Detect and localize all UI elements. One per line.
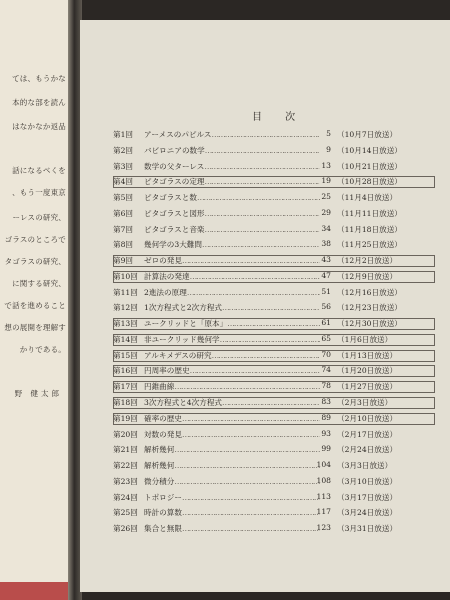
table-of-contents [113,129,435,539]
toc-broadcast-date: （2月24日放送） [337,445,398,455]
toc-row [113,444,435,460]
toc-broadcast-date: （12月9日放送） [337,271,398,281]
toc-row [113,381,435,397]
toc-episode-title: 対数の発見 …………………………………………………………………………………………………………… [144,429,320,440]
toc-page-number: 104 [316,460,331,470]
toc-episode-title: 1次方程式と2次方程式 …………………………………………………………………………………………………………… [144,302,320,313]
toc-episode-number: 第11回 [113,287,138,297]
toc-episode-title: ゼロの発見 …………………………………………………………………………………………………………… [144,255,320,266]
toc-episode-title: 非ユークリッド幾何学 …………………………………………………………………………………………………………… [144,334,320,345]
toc-episode-title: 数学の父ターレス …………………………………………………………………………………………………………… [144,161,320,172]
toc-page-number: 117 [316,507,331,517]
toc-episode-title: 集合と無限 …………………………………………………………………………………………………………… [144,523,320,534]
toc-broadcast-date: （1月13日放送） [337,350,398,360]
toc-row [113,476,435,492]
toc-episode-title: 微分積分 …………………………………………………………………………………………………………… [144,476,320,487]
left-page-line: に関する研究、 [12,279,66,288]
toc-page-number: 25 [321,192,331,202]
left-page-line: ては、もうかな [12,74,66,83]
toc-page-number: 123 [316,523,331,533]
toc-broadcast-date: （12月30日放送） [337,319,402,329]
left-page-line: で話を進めること [4,301,66,310]
toc-episode-title: 円周率の歴史 …………………………………………………………………………………………………………… [144,365,320,376]
toc-row [113,192,435,208]
toc-episode-number: 第22回 [113,461,138,471]
toc-episode-number: 第21回 [113,445,138,455]
toc-row [113,429,435,445]
toc-episode-title: ユークリッドと「原本」 …………………………………………………………………………………………………………… [144,318,320,329]
toc-episode-number: 第24回 [113,492,138,502]
toc-episode-title: 3次方程式と4次方程式 …………………………………………………………………………………………………………… [144,397,320,408]
toc-broadcast-date: （1月27日放送） [337,382,398,392]
toc-episode-number: 第12回 [113,303,138,313]
toc-episode-number: 第9回 [113,256,134,266]
toc-episode-title: 解析幾何 …………………………………………………………………………………………………………… [144,444,320,455]
toc-page-number: 74 [321,365,331,375]
toc-page-number: 99 [321,444,331,454]
toc-broadcast-date: （10月21日放送） [337,161,402,171]
toc-page-number: 38 [321,239,331,249]
toc-row [113,224,435,240]
toc-episode-number: 第1回 [113,130,134,139]
toc-page-number: 65 [321,333,331,343]
toc-row [113,492,435,508]
toc-broadcast-date: （11月11日放送） [337,208,402,218]
toc-episode-title: 時計の算数 …………………………………………………………………………………………………………… [144,507,320,518]
toc-row [113,397,435,413]
toc-episode-number: 第25回 [113,508,138,518]
toc-broadcast-date: （10月7日放送） [337,130,398,139]
toc-row [113,271,435,287]
toc-broadcast-date: （12月2日放送） [337,256,398,266]
left-page [0,0,70,584]
toc-broadcast-date: （3月24日放送） [337,508,398,518]
author-name: 野 健太郎 [14,389,62,398]
toc-broadcast-date: （3月17日放送） [337,492,398,502]
toc-episode-number: 第19回 [113,413,138,423]
toc-page-number: 9 [326,144,331,154]
toc-episode-number: 第6回 [113,208,134,218]
toc-episode-number: 第5回 [113,193,134,203]
toc-row [113,287,435,303]
toc-page-number: 47 [321,270,331,280]
toc-row [113,239,435,255]
toc-episode-title: アルキメデスの研究 …………………………………………………………………………………………………………… [144,350,320,361]
toc-episode-number: 第8回 [113,240,134,250]
toc-broadcast-date: （10月14日放送） [337,145,402,155]
toc-row [113,255,435,271]
toc-broadcast-date: （2月17日放送） [337,429,398,439]
toc-broadcast-date: （11月18日放送） [337,224,402,234]
toc-broadcast-date: （1月20日放送） [337,366,398,376]
toc-page-number: 34 [321,223,331,233]
toc-page-number: 56 [321,302,331,312]
left-page-line: ゴラスのところで [4,235,66,244]
toc-episode-number: 第3回 [113,161,134,171]
toc-episode-number: 第2回 [113,145,134,155]
toc-episode-title: ピタゴラスと数 …………………………………………………………………………………………………………… [144,192,320,203]
toc-broadcast-date: （11月4日放送） [337,193,398,203]
toc-episode-number: 第18回 [113,398,138,408]
left-page-line: タゴラスの研究、 [4,257,66,266]
toc-page-number: 51 [321,286,331,296]
toc-episode-number: 第4回 [113,177,134,187]
toc-broadcast-date: （11月25日放送） [337,240,402,250]
toc-row [113,523,435,539]
toc-broadcast-date: （12月23日放送） [337,303,402,313]
toc-page-number: 89 [321,412,331,422]
toc-episode-number: 第16回 [113,366,138,376]
toc-episode-title: 2進法の原理 …………………………………………………………………………………………………………… [144,287,320,298]
toc-episode-title: 幾何学の3大難問 …………………………………………………………………………………………………………… [144,239,320,250]
left-page-line: はなかなか返品 [12,122,66,131]
left-page-line: ーレスの研究、 [12,213,66,222]
toc-episode-title: アーメスのパピルス …………………………………………………………………………………………………………… [144,129,320,140]
toc-page-number: 70 [321,349,331,359]
toc-broadcast-date: （3月10日放送） [337,476,398,486]
toc-page-number: 93 [321,428,331,438]
toc-episode-number: 第17回 [113,382,138,392]
toc-page-number: 61 [321,318,331,328]
toc-row [113,176,435,192]
toc-broadcast-date: （10月28日放送） [337,177,402,187]
toc-page-number: 43 [321,255,331,265]
toc-page-number: 108 [316,475,331,485]
left-page-line: 本的な部を読ん [12,98,66,107]
toc-episode-title: ピタゴラスの定理 …………………………………………………………………………………………………………… [144,176,320,187]
toc-page-number: 78 [321,381,331,391]
toc-episode-title: 円錐曲線 …………………………………………………………………………………………………………… [144,381,320,392]
left-page-line: 、もう一度東京 [12,188,66,197]
toc-page-number: 19 [321,176,331,186]
toc-episode-title: 計算法の発達 …………………………………………………………………………………………………………… [144,271,320,282]
toc-episode-number: 第10回 [113,271,138,281]
toc-episode-title: 確率の歴史 …………………………………………………………………………………………………………… [144,413,320,424]
toc-row [113,365,435,381]
toc-episode-number: 第23回 [113,476,138,486]
left-page-line: かりである。 [19,345,66,354]
toc-episode-title: トポロジー …………………………………………………………………………………………………………… [144,492,320,503]
toc-title: 目 次 [252,112,306,123]
toc-row [113,145,435,161]
toc-episode-number: 第7回 [113,224,134,234]
toc-episode-title: ピタゴラスと音楽 …………………………………………………………………………………………………………… [144,224,320,235]
toc-row [113,413,435,429]
toc-episode-title: バビロニアの数学 …………………………………………………………………………………………………………… [144,145,320,156]
toc-episode-number: 第26回 [113,524,138,534]
toc-page-number: 113 [316,491,331,501]
toc-page-number: 13 [321,160,331,170]
toc-broadcast-date: （3月31日放送） [337,524,398,534]
toc-broadcast-date: （2月3日放送） [337,398,393,408]
toc-row [113,208,435,224]
toc-row [113,334,435,350]
toc-episode-title: 解析幾何 …………………………………………………………………………………………………………… [144,460,320,471]
toc-episode-number: 第20回 [113,429,138,439]
toc-episode-number: 第13回 [113,319,138,329]
toc-row [113,302,435,318]
left-page-line: 想の展開を理解す [4,323,66,332]
toc-broadcast-date: （2月10日放送） [337,413,398,423]
toc-broadcast-date: （12月16日放送） [337,287,402,297]
toc-page-number: 29 [321,207,331,217]
toc-row [113,161,435,177]
toc-row [113,507,435,523]
toc-page-number: 5 [326,129,331,138]
toc-episode-number: 第14回 [113,334,138,344]
toc-row [113,460,435,476]
left-page-line: 話になるべくを [12,166,66,175]
toc-row [113,318,435,334]
toc-row [113,129,435,145]
toc-episode-title: ピタゴラスと図形 …………………………………………………………………………………………………………… [144,208,320,219]
toc-broadcast-date: （3月3日放送） [337,461,393,471]
toc-broadcast-date: （1月6日放送） [337,334,393,344]
toc-page-number: 83 [321,397,331,407]
toc-episode-number: 第15回 [113,350,138,360]
toc-row [113,350,435,366]
